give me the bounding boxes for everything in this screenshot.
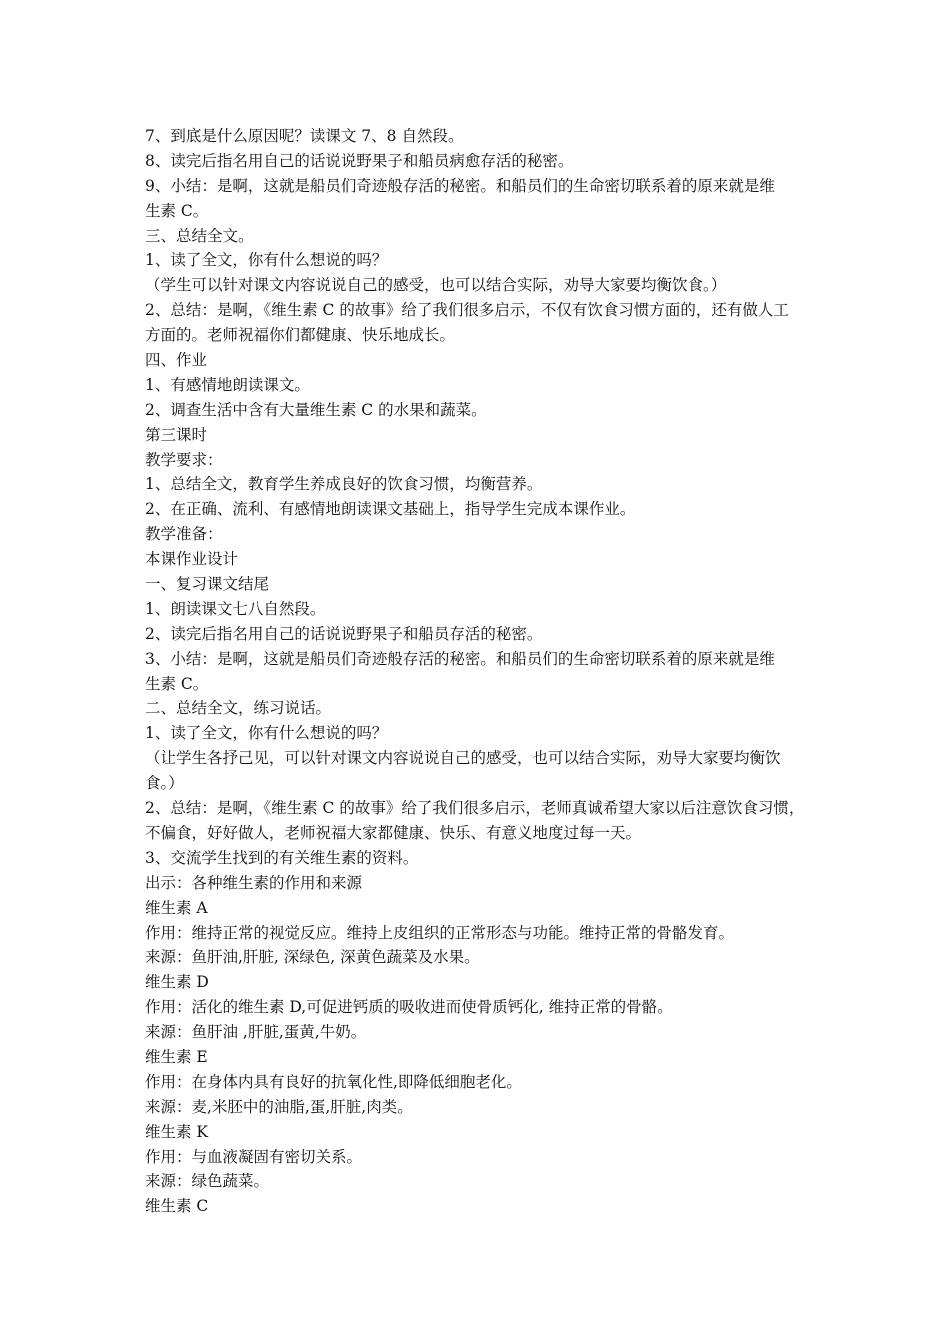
- text-line: 作用：维持正常的视觉反应。维持上皮组织的正常形态与功能。维持正常的骨骼发育。: [145, 923, 735, 942]
- text-line: 作用：在身体内具有良好的抗氧化性,即降低细胞老化。: [145, 1072, 522, 1091]
- vitamin-heading: 维生素 K: [145, 1122, 209, 1141]
- text-line: 1、朗读课文七八自然段。: [145, 599, 326, 618]
- vitamin-heading: 维生素 C: [145, 1197, 209, 1216]
- section-heading: 二、总结全文，练习说话。: [145, 699, 332, 718]
- text-line: 2、总结：是啊，《维生素 C 的故事》给了我们很多启示，老师真诚希望大家以后注意饮食习惯，: [145, 799, 805, 818]
- section-heading: 一、复习课文结尾: [145, 575, 270, 594]
- vitamin-heading: 维生素 D: [145, 973, 209, 992]
- section-heading: 第三课时: [145, 425, 208, 444]
- text-line: 9、小结：是啊，这就是船员们奇迹般存活的秘密。和船员们的生命密切联系着的原来就是维: [145, 176, 775, 195]
- text-line: 来源：鱼肝油 ,肝脏,蛋黄,牛奶。: [145, 1023, 367, 1042]
- text-line: 生素 C。: [145, 674, 209, 693]
- text-line: 1、有感情地朗读课文。: [145, 375, 310, 394]
- section-heading: 四、作业: [145, 351, 208, 370]
- text-line: （学生可以针对课文内容说说自己的感受，也可以结合实际，劝导大家要均衡饮食。）: [145, 276, 727, 295]
- text-line: 作用：活化的维生素 D,可促进钙质的吸收进而使骨质钙化, 维持正常的骨骼。: [145, 998, 673, 1017]
- document-page: [145, 124, 815, 1219]
- text-line: 出示：各种维生素的作用和来源: [145, 873, 363, 892]
- text-line: 来源：绿色蔬菜。: [145, 1172, 270, 1191]
- text-line: 1、读了全文，你有什么想说的吗？: [145, 724, 388, 743]
- text-line: 来源：鱼肝油,肝脏, 深绿色, 深黄色蔬菜及水果。: [145, 948, 480, 967]
- text-line: 2、调查生活中含有大量维生素 C 的水果和蔬菜。: [145, 400, 487, 419]
- text-line: 3、交流学生找到的有关维生素的资料。: [145, 848, 419, 867]
- text-line: 2、读完后指名用自己的话说说野果子和船员存活的秘密。: [145, 624, 543, 643]
- text-line: 食。）: [145, 774, 184, 793]
- text-line: 7、到底是什么原因呢？读课文 7、8 自然段。: [145, 127, 464, 145]
- text-line: 不偏食，好好做人，老师祝福大家都健康、快乐、有意义地度过每一天。: [145, 823, 642, 842]
- text-line: 教学要求：: [145, 450, 223, 469]
- text-line: 3、小结：是啊，这就是船员们奇迹般存活的秘密。和船员们的生命密切联系着的原来就是维: [145, 649, 775, 668]
- section-heading: 三、总结全文。: [145, 226, 254, 245]
- text-line: 方面的。老师祝福你们都健康、快乐地成长。: [145, 326, 456, 345]
- text-line: 2、在正确、流利、有感情地朗读课文基础上，指导学生完成本课作业。: [145, 500, 636, 519]
- text-line: 生素 C。: [145, 201, 209, 220]
- text-line: 1、总结全文，教育学生养成良好的饮食习惯，均衡营养。: [145, 475, 543, 494]
- text-line: （让学生各抒己见，可以针对课文内容说说自己的感受，也可以结合实际，劝导大家要均衡饮: [145, 749, 781, 768]
- vitamin-heading: 维生素 E: [145, 1047, 208, 1066]
- vitamin-heading: 维生素 A: [145, 898, 208, 917]
- text-line: 本课作业设计: [145, 550, 239, 569]
- text-line: 来源：麦,米胚中的油脂,蛋,肝脏,肉类。: [145, 1097, 413, 1116]
- text-line: 教学准备：: [145, 525, 223, 544]
- text-line: 作用：与血液凝固有密切关系。: [145, 1147, 363, 1166]
- text-line: 1、读了全文，你有什么想说的吗？: [145, 251, 388, 270]
- text-line: 8、读完后指名用自己的话说说野果子和船员病愈存活的秘密。: [145, 151, 574, 170]
- text-line: 2、总结：是啊，《维生素 C 的故事》给了我们很多启示，不仅有饮食习惯方面的，还有做人工: [145, 301, 789, 320]
